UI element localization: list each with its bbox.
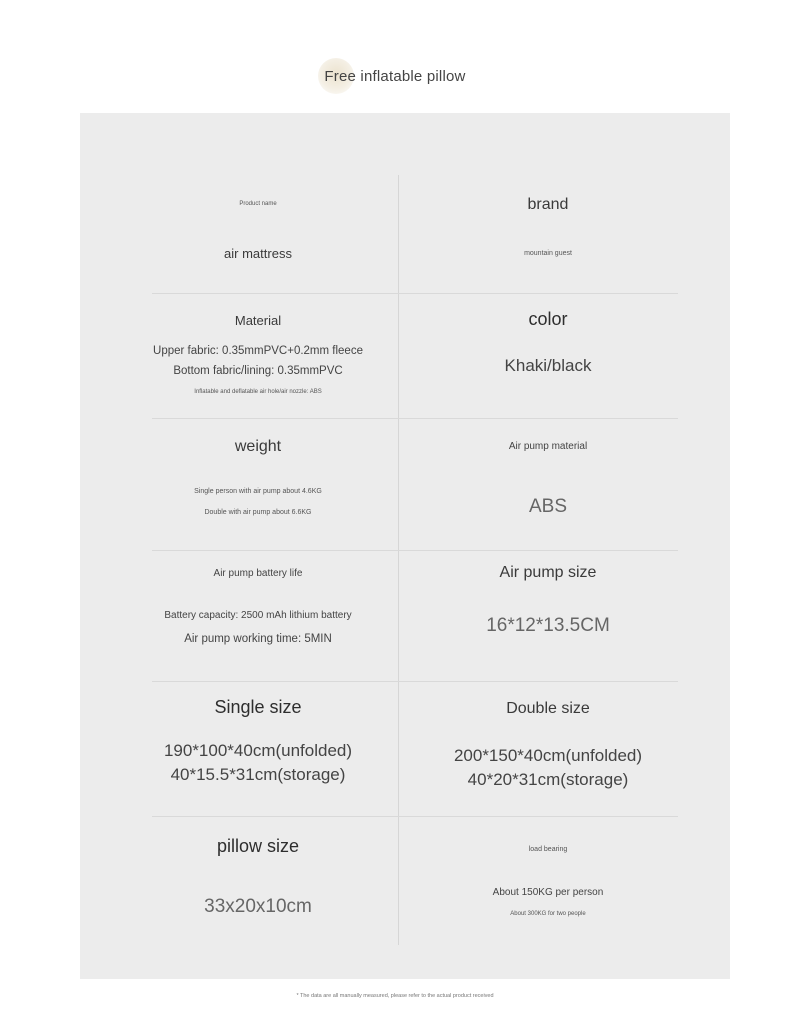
spec-value: Bottom fabric/lining: 0.35mmPVC xyxy=(173,365,343,377)
spec-label: Air pump battery life xyxy=(213,568,303,579)
row-divider xyxy=(152,293,678,294)
spec-value: Upper fabric: 0.35mmPVC+0.2mm fleece xyxy=(153,345,363,357)
spec-value: 40*15.5*31cm(storage) xyxy=(170,765,346,784)
column-divider xyxy=(398,175,399,945)
spec-value: mountain guest xyxy=(524,250,572,257)
banner-title: Free inflatable pillow xyxy=(324,67,466,85)
spec-value: Khaki/black xyxy=(504,356,592,375)
spec-value: 40*20*31cm(storage) xyxy=(467,770,629,789)
spec-label: load bearing xyxy=(528,846,568,853)
banner xyxy=(0,58,790,94)
spec-label: brand xyxy=(527,196,569,213)
spec-label: pillow size xyxy=(216,836,300,856)
spec-label: weight xyxy=(234,438,282,455)
spec-value: 200*150*40cm(unfolded) xyxy=(453,746,643,765)
spec-value: Single person with air pump about 4.6KG xyxy=(194,488,322,495)
spec-label: Product name xyxy=(239,201,277,207)
spec-label: Single size xyxy=(214,697,302,717)
spec-value: About 150KG per person xyxy=(492,887,604,898)
spec-value: Air pump working time: 5MIN xyxy=(184,633,332,645)
spec-value: 33x20x10cm xyxy=(204,896,312,917)
spec-value: 16*12*13.5CM xyxy=(486,615,610,636)
spec-label: Double size xyxy=(506,700,590,717)
spec-value: 190*100*40cm(unfolded) xyxy=(163,741,353,760)
footer-note: * The data are all manually measured, please refer to the actual product received xyxy=(296,993,494,999)
row-divider xyxy=(152,418,678,419)
spec-panel xyxy=(80,113,730,979)
row-divider xyxy=(152,816,678,817)
row-divider xyxy=(152,550,678,551)
spec-value: Battery capacity: 2500 mAh lithium battery xyxy=(164,610,352,621)
spec-label: Air pump size xyxy=(499,564,597,581)
row-divider xyxy=(152,681,678,682)
spec-label: Material xyxy=(234,313,282,328)
spec-value: ABS xyxy=(528,496,568,517)
spec-label: color xyxy=(528,309,568,329)
spec-label: Air pump material xyxy=(508,441,588,452)
spec-value: Inflatable and deflatable air hole/air nozzle: ABS xyxy=(194,389,322,395)
spec-value: About 300KG for two people xyxy=(510,911,586,917)
spec-value: air mattress xyxy=(224,246,292,261)
spec-value: Double with air pump about 6.6KG xyxy=(204,509,312,516)
